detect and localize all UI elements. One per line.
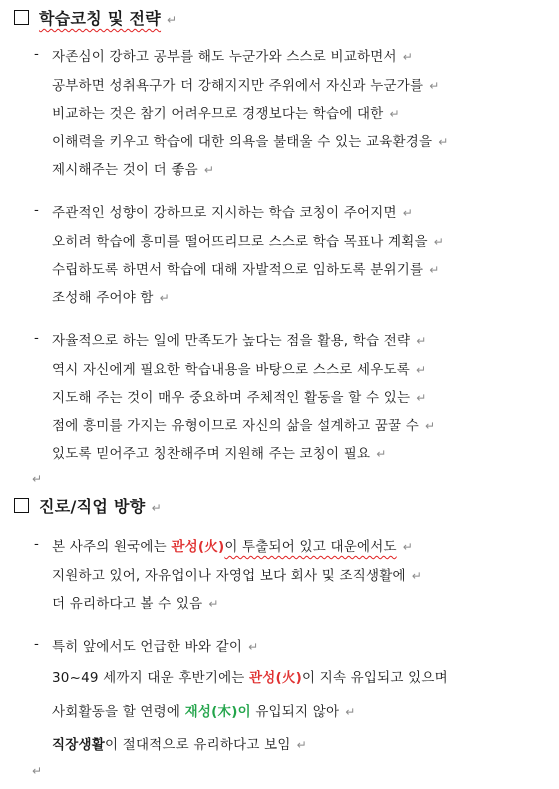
list-item-line: 더 유리하다고 볼 수 있음 ↵	[52, 596, 219, 612]
list-item-line: 점에 흥미를 가지는 유형이므로 자신의 삶을 설계하고 꿈꿀 수 ↵	[52, 418, 436, 434]
highlight-gwanseong: 관성(火)	[171, 539, 225, 555]
highlight-jaeseong: 재성(木)이	[184, 704, 251, 720]
paragraph-mark-icon: ↵	[151, 501, 162, 515]
list-item-line: 본 사주의 원국에는 관성(火)이 투출되어 있고 대운에서도 ↵	[52, 539, 413, 555]
section-title: 학습코칭 및 전략	[39, 9, 162, 28]
list-item-line: 역시 자신에게 필요한 학습내용을 바탕으로 스스로 세우도록 ↵	[52, 362, 427, 378]
list-item-line: 특히 앞에서도 언급한 바와 같이 ↵	[52, 639, 259, 655]
section-title: 진로/직업 방향	[39, 497, 146, 516]
paragraph-mark-icon: ↵	[32, 764, 43, 778]
list-item-line: 지원하고 있어, 자유업이나 자영업 보다 회사 및 조직생활에 ↵	[52, 568, 422, 584]
checkbox-square-icon	[14, 10, 29, 25]
list-item-line: 30~49 세까지 대운 후반기에는 관성(火)이 지속 유입되고 있으며	[52, 670, 448, 686]
list-bullet: -	[34, 46, 39, 62]
list-item-line: 사회활동을 할 연령에 재성(木)이 유입되지 않아 ↵	[52, 704, 356, 720]
list-bullet: -	[34, 202, 39, 218]
list-bullet: -	[34, 536, 39, 552]
list-bullet: -	[34, 330, 39, 346]
checkbox-square-icon	[14, 498, 29, 513]
list-item-line: 공부하면 성취욕구가 더 강해지지만 주위에서 자신과 누군가를 ↵	[52, 78, 440, 94]
section-heading-study-coaching	[14, 6, 177, 29]
list-bullet: -	[34, 636, 39, 652]
list-item-line: 직장생활이 절대적으로 유리하다고 보임 ↵	[52, 737, 307, 753]
list-item-line: 오히려 학습에 흥미를 떨어뜨리므로 스스로 학습 목표나 계획을 ↵	[52, 234, 444, 250]
list-item-line: 수립하도록 하면서 학습에 대해 자발적으로 임하도록 분위기를 ↵	[52, 262, 440, 278]
list-item-line: 비교하는 것은 참기 어려우므로 경쟁보다는 학습에 대한 ↵	[52, 106, 400, 122]
list-item-line: 있도록 믿어주고 칭찬해주며 지원해 주는 코칭이 필요 ↵	[52, 446, 387, 462]
list-item-line: 자율적으로 하는 일에 만족도가 높다는 점을 활용, 학습 전략 ↵	[52, 333, 427, 349]
highlight-gwanseong: 관성(火)	[249, 670, 302, 686]
paragraph-mark-icon: ↵	[32, 472, 43, 486]
list-item-line: 조성해 주어야 함 ↵	[52, 290, 170, 306]
list-item-line: 주관적인 성향이 강하므로 지시하는 학습 코칭이 주어지면 ↵	[52, 205, 413, 221]
list-item-line: 지도해 주는 것이 매우 중요하며 주체적인 활동을 할 수 있는 ↵	[52, 390, 427, 406]
list-item-line: 자존심이 강하고 공부를 해도 누군가와 스스로 비교하면서 ↵	[52, 49, 413, 65]
section-heading-career	[14, 494, 162, 517]
paragraph-mark-icon: ↵	[167, 13, 178, 27]
list-item-line: 제시해주는 것이 더 좋음 ↵	[52, 162, 215, 178]
list-item-line: 이해력을 키우고 학습에 대한 의욕을 불태울 수 있는 교육환경을 ↵	[52, 134, 449, 150]
